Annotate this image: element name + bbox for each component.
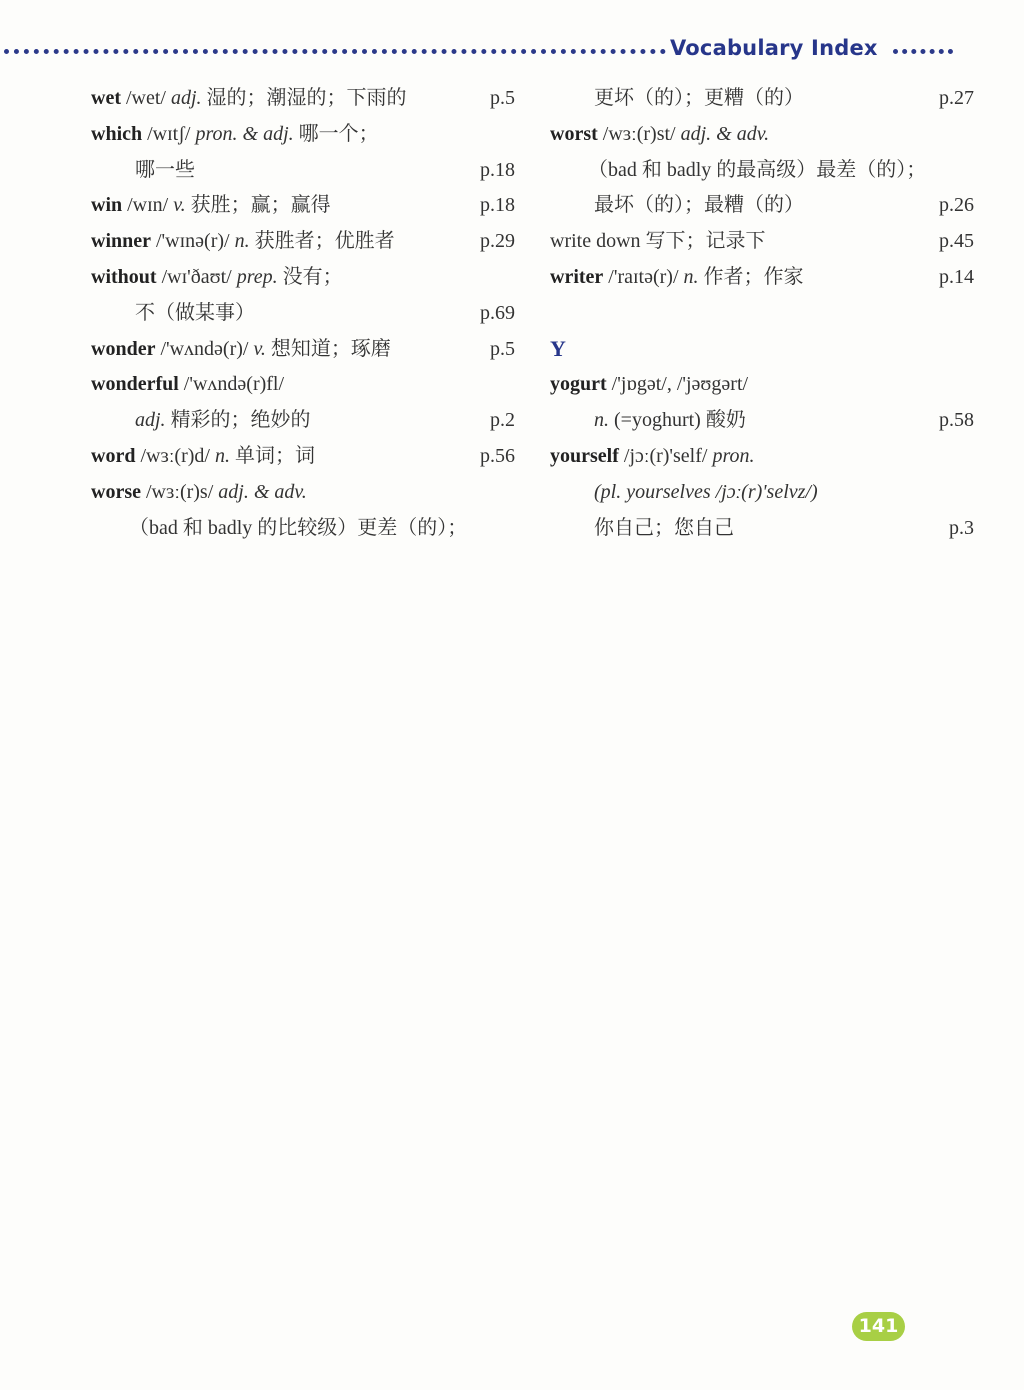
phonetic: /'raɪtə(r)/ bbox=[608, 265, 679, 288]
entry-continuation bbox=[91, 510, 515, 546]
entry-continuation bbox=[550, 80, 974, 116]
phonetic: /'wʌndə(r)fl/ bbox=[183, 373, 285, 396]
definition: 哪一些 bbox=[135, 158, 195, 181]
page-header bbox=[0, 34, 1024, 66]
entry-continuation bbox=[550, 152, 974, 188]
definition: 你自己；您自己 bbox=[594, 516, 734, 539]
definition: 不（做某事） bbox=[135, 301, 255, 324]
entry-yogurt bbox=[550, 366, 974, 402]
headword: worst bbox=[550, 122, 598, 145]
definition: (=yoghurt) 酸奶 bbox=[614, 409, 746, 432]
page-number-badge: 141 bbox=[852, 1312, 905, 1341]
headword: which bbox=[91, 122, 143, 145]
entry-wonderful bbox=[91, 366, 515, 402]
right-column bbox=[550, 80, 974, 545]
dotted-rule-right bbox=[893, 49, 953, 54]
page-ref: p.18 bbox=[480, 158, 515, 181]
part-of-speech: adj. bbox=[135, 409, 166, 432]
definition: 最坏（的）；最糟（的） bbox=[594, 194, 804, 217]
headword: writer bbox=[550, 265, 604, 288]
entry-worst bbox=[550, 116, 974, 152]
headword: worse bbox=[91, 480, 141, 503]
phonetic: /wɪn/ bbox=[127, 194, 169, 217]
definition: （bad 和 badly 的比较级）更差（的）； bbox=[129, 516, 468, 539]
headword: yourself bbox=[550, 444, 619, 467]
phonetic: /wɜː(r)st/ bbox=[602, 122, 676, 145]
entry-continuation bbox=[550, 510, 974, 546]
definition: 没有； bbox=[282, 265, 343, 288]
entry-wet bbox=[91, 80, 515, 116]
page-ref: p.56 bbox=[480, 444, 515, 467]
entry-word bbox=[91, 438, 515, 474]
page-ref: p.29 bbox=[480, 230, 515, 253]
part-of-speech: v. bbox=[253, 337, 266, 360]
headword: yogurt bbox=[550, 373, 607, 396]
entry-continuation bbox=[91, 402, 515, 438]
entry-worse bbox=[91, 474, 515, 510]
plural-form: (pl. yourselves /jɔː(r)'selvz/) bbox=[594, 480, 818, 503]
page-ref: p.18 bbox=[480, 194, 515, 217]
definition: 想知道；琢磨 bbox=[270, 337, 391, 360]
page-ref: p.14 bbox=[939, 265, 974, 288]
phonetic: /jɔː(r)'self/ bbox=[623, 444, 708, 467]
headword: word bbox=[91, 444, 136, 467]
phonetic: /wɪ'ðaʊt/ bbox=[161, 265, 232, 288]
phonetic: /'wɪnə(r)/ bbox=[156, 230, 230, 253]
headword: without bbox=[91, 265, 157, 288]
definition: 作者；作家 bbox=[703, 265, 804, 288]
page-ref: p.26 bbox=[939, 194, 974, 217]
page-ref: p.5 bbox=[490, 87, 515, 109]
entry-write-down bbox=[550, 223, 974, 259]
part-of-speech: pron. bbox=[712, 444, 755, 467]
part-of-speech: prep. bbox=[236, 265, 278, 288]
section-letter: Y bbox=[550, 335, 566, 361]
definition: 哪一个； bbox=[298, 122, 379, 145]
headword: wonder bbox=[91, 337, 156, 360]
entry-continuation bbox=[91, 295, 515, 331]
definition: 精彩的；绝妙的 bbox=[170, 409, 311, 432]
page-ref: p.5 bbox=[490, 337, 515, 360]
part-of-speech: n. bbox=[214, 444, 230, 467]
definition: （bad 和 badly 的最高级）最差（的）； bbox=[588, 158, 927, 181]
section-gap bbox=[550, 295, 974, 331]
entry-continuation bbox=[550, 402, 974, 438]
entry-wonder bbox=[91, 331, 515, 367]
dotted-rule-left bbox=[4, 49, 666, 54]
left-column bbox=[91, 80, 515, 545]
headword: write down bbox=[550, 230, 641, 253]
headword: win bbox=[91, 194, 123, 217]
part-of-speech: n. bbox=[683, 265, 699, 288]
entry-continuation bbox=[550, 474, 974, 510]
part-of-speech: n. bbox=[594, 409, 609, 432]
page-ref: p.2 bbox=[490, 409, 515, 432]
definition: 获胜；赢；赢得 bbox=[190, 194, 331, 217]
part-of-speech: adj. & adv. bbox=[218, 480, 307, 503]
definition: 获胜者；优胜者 bbox=[254, 230, 395, 253]
page-title: Vocabulary Index bbox=[670, 36, 878, 60]
entry-writer bbox=[550, 259, 974, 295]
headword: winner bbox=[91, 230, 151, 253]
entry-continuation bbox=[91, 152, 515, 188]
entry-win bbox=[91, 187, 515, 223]
page-ref: p.69 bbox=[480, 301, 515, 324]
definition: 更坏（的）；更糟（的） bbox=[594, 87, 804, 109]
page-ref: p.27 bbox=[939, 87, 974, 109]
definition: 湿的；潮湿的；下雨的 bbox=[206, 87, 407, 109]
phonetic: /wɜː(r)s/ bbox=[145, 480, 214, 503]
entry-without bbox=[91, 259, 515, 295]
phonetic: /wet/ bbox=[125, 87, 166, 109]
part-of-speech: adj. bbox=[170, 87, 202, 109]
phonetic: /wɪtʃ/ bbox=[147, 122, 191, 145]
part-of-speech: adj. & adv. bbox=[680, 122, 770, 145]
entry-which bbox=[91, 116, 515, 152]
entry-continuation bbox=[550, 187, 974, 223]
page-ref: p.3 bbox=[949, 516, 974, 539]
page-ref: p.58 bbox=[939, 409, 974, 432]
headword: wet bbox=[91, 87, 121, 109]
section-heading bbox=[550, 331, 974, 367]
phonetic: /'wʌndə(r)/ bbox=[160, 337, 249, 360]
definition: 单词；词 bbox=[234, 444, 315, 467]
entry-yourself bbox=[550, 438, 974, 474]
entry-winner bbox=[91, 223, 515, 259]
headword: wonderful bbox=[91, 373, 179, 396]
part-of-speech: v. bbox=[173, 194, 186, 217]
phonetic: /'jɒgət/, /'jəʊgərt/ bbox=[611, 373, 749, 396]
page-ref: p.45 bbox=[939, 230, 974, 253]
definition: 写下；记录下 bbox=[645, 230, 766, 253]
phonetic: /wɜː(r)d/ bbox=[140, 444, 210, 467]
part-of-speech: pron. & adj. bbox=[195, 122, 294, 145]
part-of-speech: n. bbox=[234, 230, 250, 253]
